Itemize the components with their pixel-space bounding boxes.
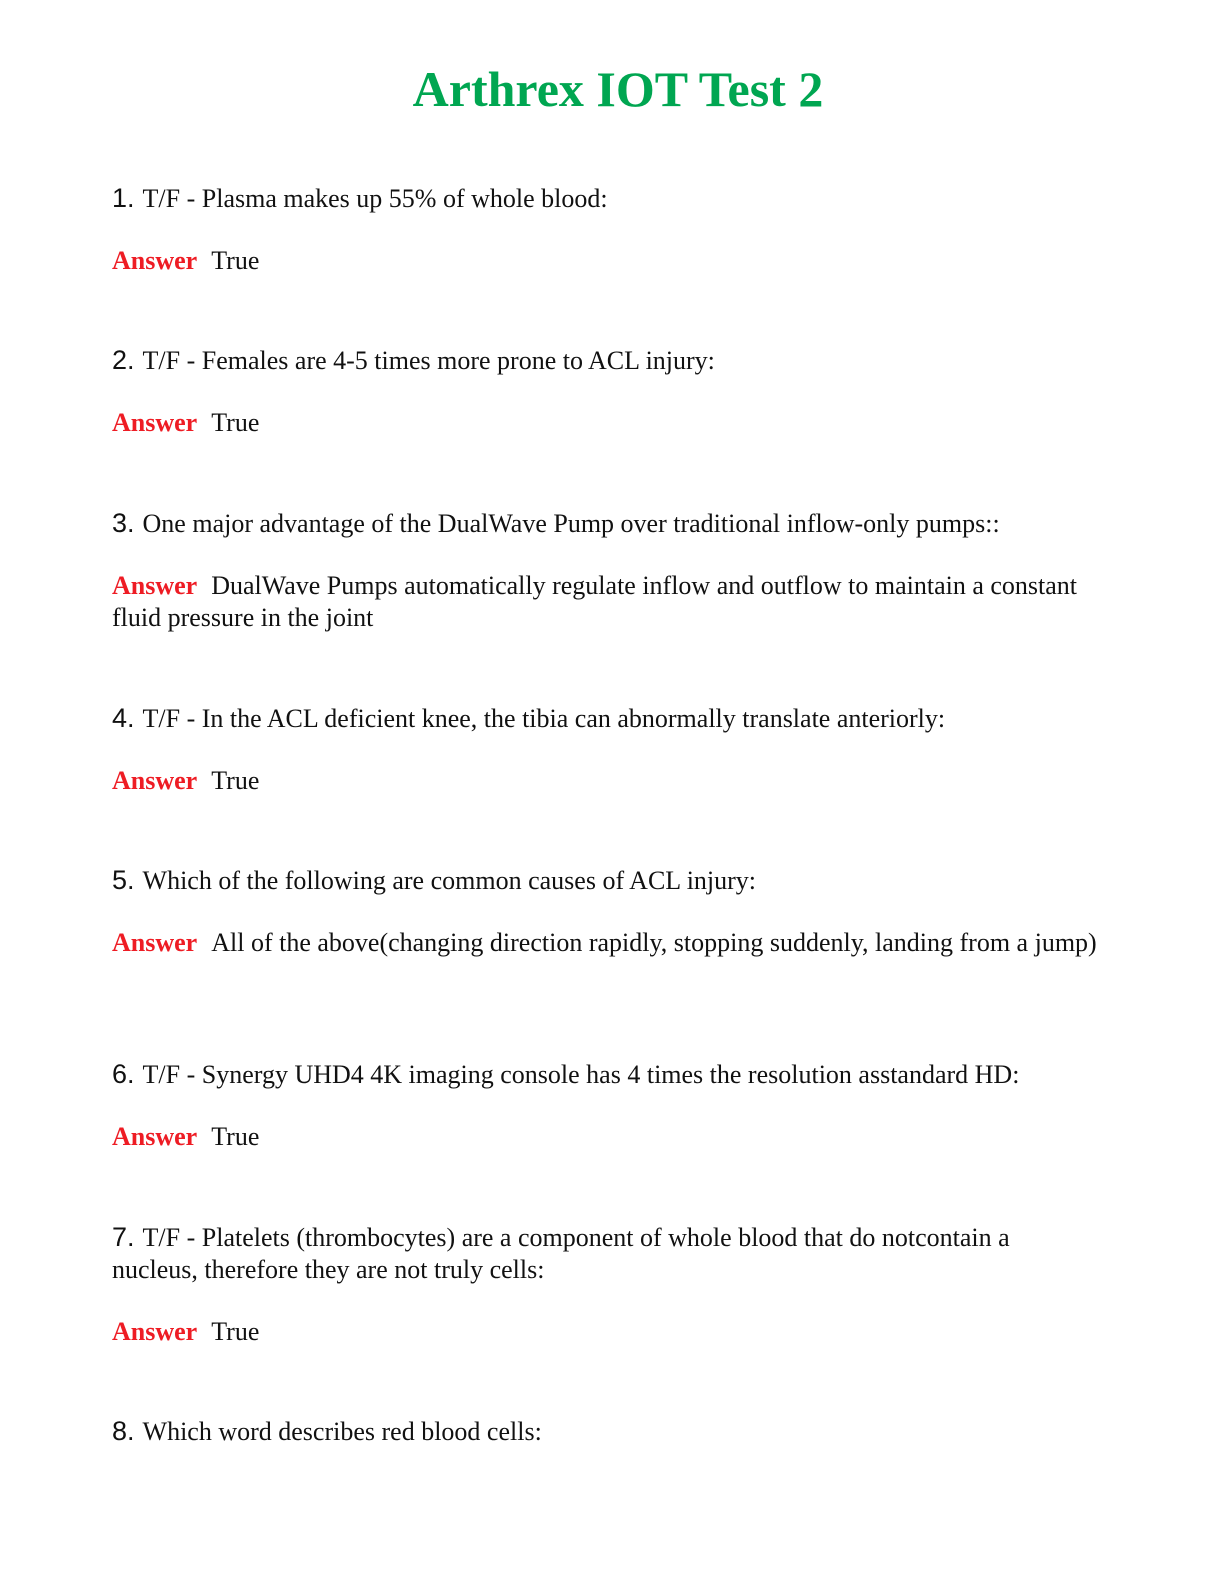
question-number: 4. xyxy=(112,703,135,733)
question-number: 5. xyxy=(112,865,135,895)
question-text: T/F - Females are 4-5 times more prone to ACL injury: xyxy=(142,346,715,375)
answer-text: True xyxy=(211,766,260,795)
question-5 xyxy=(112,864,1102,959)
question-text: One major advantage of the DualWave Pump over traditional inflow-only pumps:: xyxy=(142,509,1000,538)
question-number: 3. xyxy=(112,508,135,538)
answer-text: All of the above(changing direction rapidly, stopping suddenly, landing from a jump) xyxy=(211,928,1097,957)
question-text: T/F - Plasma makes up 55% of whole blood: xyxy=(142,184,608,213)
answer-label: Answer xyxy=(112,408,198,437)
page-title: Arthrex IOT Test 2 xyxy=(412,61,824,117)
question-3 xyxy=(112,507,1102,634)
question-number: 8. xyxy=(112,1416,135,1446)
question-text: Which of the following are common causes of ACL injury: xyxy=(142,866,757,895)
answer-label: Answer xyxy=(112,1122,198,1151)
question-number: 2. xyxy=(112,345,135,375)
question-8 xyxy=(112,1415,1102,1448)
question-4 xyxy=(112,702,1102,797)
question-number: 1. xyxy=(112,183,135,213)
question-6 xyxy=(112,1058,1102,1153)
answer-text: DualWave Pumps automatically regulate inflow and outflow to maintain a constant fluid pressure in the joint xyxy=(112,571,1078,632)
question-text: T/F - Synergy UHD4 4K imaging console has 4 times the resolution asstandard HD: xyxy=(142,1060,1020,1089)
answer-label: Answer xyxy=(112,246,198,275)
answer-label: Answer xyxy=(112,928,198,957)
question-text: Which word describes red blood cells: xyxy=(142,1417,542,1446)
question-number: 7. xyxy=(112,1222,135,1252)
question-1 xyxy=(112,182,1102,277)
answer-label: Answer xyxy=(112,1317,198,1346)
question-text: T/F - Platelets (thrombocytes) are a component of whole blood that do notcontain a nucleus, therefore they are not truly cells: xyxy=(112,1223,1010,1284)
answer-text: True xyxy=(211,246,260,275)
question-2 xyxy=(112,344,1102,439)
answer-text: True xyxy=(211,408,260,437)
answer-text: True xyxy=(211,1317,260,1346)
answer-label: Answer xyxy=(112,571,198,600)
answer-text: True xyxy=(211,1122,260,1151)
question-number: 6. xyxy=(112,1059,135,1089)
question-text: T/F - In the ACL deficient knee, the tibia can abnormally translate anteriorly: xyxy=(142,704,946,733)
answer-label: Answer xyxy=(112,766,198,795)
question-7 xyxy=(112,1221,1102,1348)
